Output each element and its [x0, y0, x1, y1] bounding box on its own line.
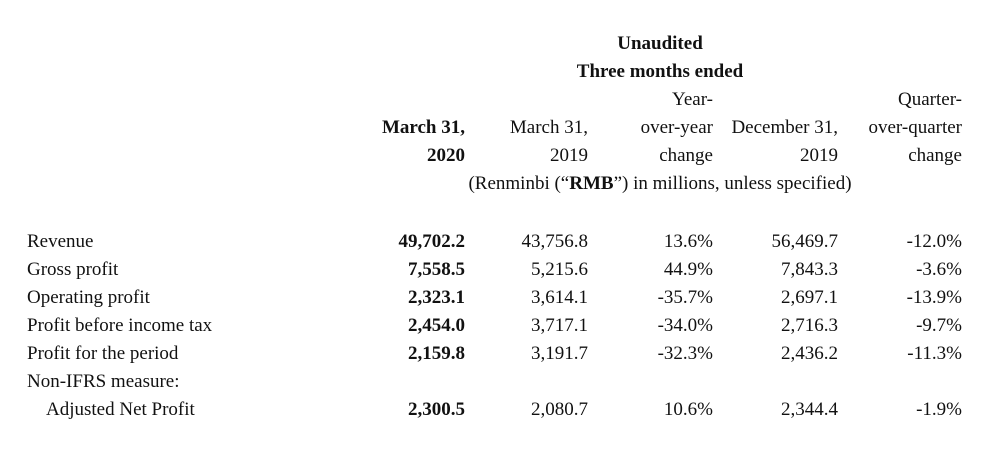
cell-gross-profit-2020: 7,558.5: [408, 259, 465, 280]
cell-revenue-2019: 43,756.8: [521, 231, 588, 252]
units-prefix: (Renminbi (“: [468, 173, 570, 194]
cell-revenue-2020: 49,702.2: [398, 231, 465, 252]
col-header-qoq-line1: Quarter-: [898, 89, 962, 110]
col-header-qoq-line3: change: [908, 145, 962, 166]
cell-adjusted-net-profit-2019: 2,080.7: [531, 399, 588, 420]
cell-operating-profit-2019: 3,614.1: [531, 287, 588, 308]
header-three-months-ended: Three months ended: [576, 61, 744, 82]
units-suffix: ”) in millions, unless specified): [613, 173, 852, 194]
col-header-qoq-line2: over-quarter: [868, 117, 962, 138]
col-header-march-2020-line1: March 31,: [381, 117, 465, 138]
cell-adjusted-net-profit-2020: 2,300.5: [408, 399, 465, 420]
row-label-profit-before-tax: Profit before income tax: [27, 315, 213, 336]
col-header-yoy-line3: change: [659, 145, 713, 166]
cell-operating-profit-2020: 2,323.1: [408, 287, 465, 308]
col-header-dec-2019-line2: 2019: [800, 145, 838, 166]
cell-revenue-dec2019: 56,469.7: [771, 231, 838, 252]
row-label-revenue: Revenue: [27, 231, 94, 252]
col-header-yoy-line2: over-year: [640, 117, 713, 138]
cell-gross-profit-2019: 5,215.6: [531, 259, 588, 280]
cell-operating-profit-yoy: -35.7%: [657, 287, 713, 308]
row-label-operating-profit: Operating profit: [27, 287, 150, 308]
cell-profit-before-tax-dec2019: 2,716.3: [781, 315, 838, 336]
col-header-march-2019-line1: March 31,: [509, 117, 588, 138]
cell-gross-profit-dec2019: 7,843.3: [781, 259, 838, 280]
col-header-march-2019-line2: 2019: [550, 145, 588, 166]
cell-adjusted-net-profit-qoq: -1.9%: [916, 399, 962, 420]
cell-profit-before-tax-2019: 3,717.1: [531, 315, 588, 336]
cell-profit-before-tax-yoy: -34.0%: [657, 315, 713, 336]
col-header-dec-2019-line1: December 31,: [731, 117, 838, 138]
cell-profit-for-period-qoq: -11.3%: [907, 343, 962, 364]
cell-gross-profit-qoq: -3.6%: [916, 259, 962, 280]
row-label-adjusted-net-profit: Adjusted Net Profit: [46, 399, 195, 420]
units-note: [455, 170, 865, 198]
col-header-march-2020-line2: 2020: [427, 145, 465, 166]
cell-profit-for-period-dec2019: 2,436.2: [781, 343, 838, 364]
cell-profit-before-tax-2020: 2,454.0: [408, 315, 465, 336]
row-label-non-ifrs: Non-IFRS measure:: [27, 371, 180, 392]
cell-operating-profit-qoq: -13.9%: [906, 287, 962, 308]
cell-revenue-qoq: -12.0%: [906, 231, 962, 252]
cell-gross-profit-yoy: 44.9%: [663, 259, 713, 280]
row-label-profit-for-period: Profit for the period: [27, 343, 179, 364]
header-unaudited: Unaudited: [617, 33, 703, 54]
cell-adjusted-net-profit-dec2019: 2,344.4: [781, 399, 838, 420]
cell-profit-for-period-2020: 2,159.8: [408, 343, 465, 364]
cell-operating-profit-dec2019: 2,697.1: [781, 287, 838, 308]
cell-profit-for-period-yoy: -32.3%: [657, 343, 713, 364]
cell-profit-for-period-2019: 3,191.7: [531, 343, 588, 364]
cell-profit-before-tax-qoq: -9.7%: [916, 315, 962, 336]
cell-adjusted-net-profit-yoy: 10.6%: [663, 399, 713, 420]
col-header-yoy-line1: Year-: [672, 89, 713, 110]
cell-revenue-yoy: 13.6%: [663, 231, 713, 252]
units-rmb: RMB: [569, 173, 614, 194]
row-label-gross-profit: Gross profit: [27, 259, 119, 280]
